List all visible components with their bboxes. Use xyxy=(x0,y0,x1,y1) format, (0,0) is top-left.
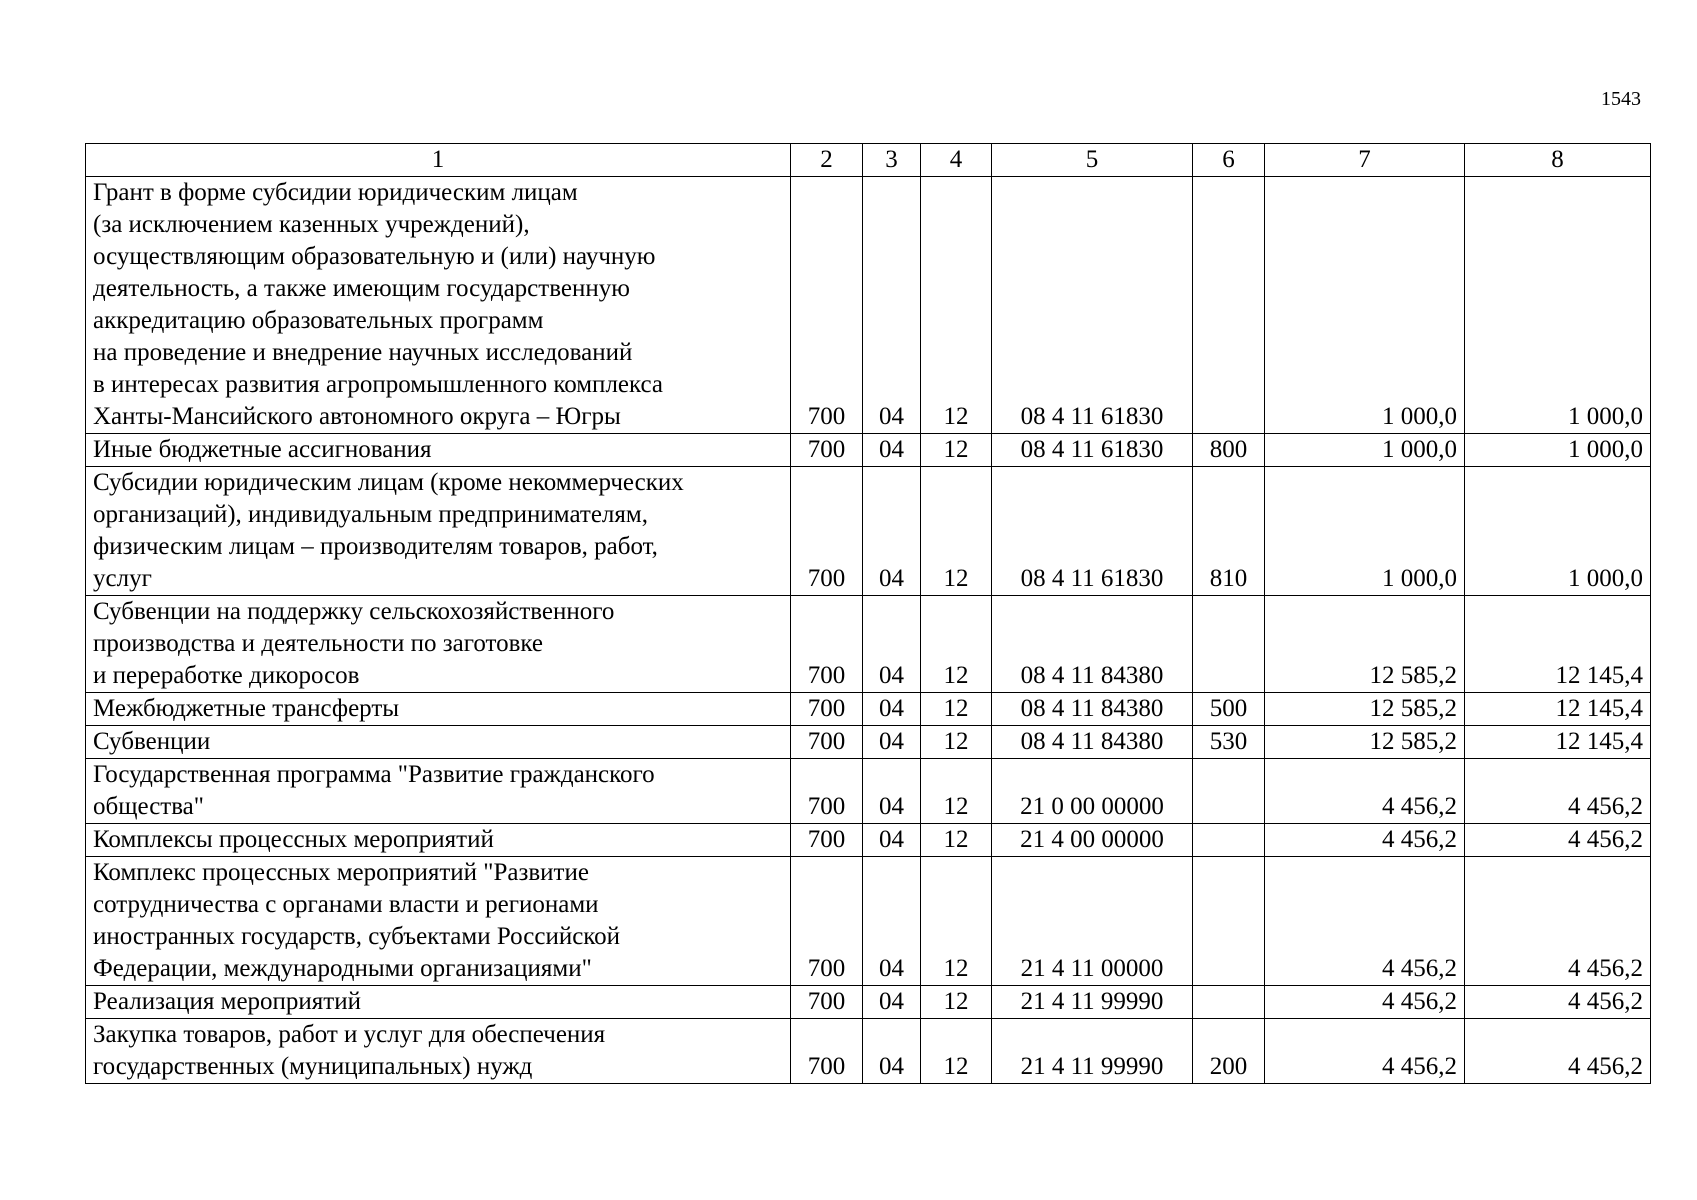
row-name-line: сотрудничества с органами власти и регионами xyxy=(93,891,599,918)
subsection-code-cell: 12 xyxy=(921,434,992,467)
row-name-line: осуществляющим образовательную и (или) научную xyxy=(93,243,656,270)
ministry-code-cell: 700 xyxy=(791,467,863,596)
ministry-code-cell: 700 xyxy=(791,1019,863,1084)
row-name-line: Межбюджетные трансферты xyxy=(93,695,400,722)
row-name-cell xyxy=(86,824,791,857)
table-row xyxy=(86,857,1651,986)
column-header: 1 xyxy=(86,144,791,177)
expense-type-cell xyxy=(1193,596,1265,693)
row-name-cell xyxy=(86,986,791,1019)
expense-type-cell xyxy=(1193,177,1265,434)
row-name-line: деятельность, а также имеющим государственную xyxy=(93,275,630,302)
amount-year1-cell: 12 585,2 xyxy=(1265,726,1465,759)
amount-year2-cell: 1 000,0 xyxy=(1465,467,1651,596)
section-code-cell: 04 xyxy=(863,1019,921,1084)
subsection-code-cell: 12 xyxy=(921,177,992,434)
table-row xyxy=(86,759,1651,824)
amount-year2-cell: 12 145,4 xyxy=(1465,693,1651,726)
section-code-cell: 04 xyxy=(863,759,921,824)
target-article-cell: 08 4 11 61830 xyxy=(992,467,1193,596)
expense-type-cell: 200 xyxy=(1193,1019,1265,1084)
section-code-cell: 04 xyxy=(863,824,921,857)
target-article-cell: 21 4 11 99990 xyxy=(992,986,1193,1019)
column-header: 6 xyxy=(1193,144,1265,177)
expense-type-cell: 530 xyxy=(1193,726,1265,759)
amount-year2-cell: 12 145,4 xyxy=(1465,596,1651,693)
ministry-code-cell: 700 xyxy=(791,177,863,434)
row-name-line: иностранных государств, субъектами Российской xyxy=(93,923,621,950)
column-header: 4 xyxy=(921,144,992,177)
column-header: 5 xyxy=(992,144,1193,177)
amount-year2-cell: 4 456,2 xyxy=(1465,986,1651,1019)
amount-year2-cell: 1 000,0 xyxy=(1465,177,1651,434)
target-article-cell: 08 4 11 84380 xyxy=(992,693,1193,726)
ministry-code-cell: 700 xyxy=(791,986,863,1019)
subsection-code-cell: 12 xyxy=(921,986,992,1019)
row-name-cell xyxy=(86,596,791,693)
amount-year2-cell: 4 456,2 xyxy=(1465,759,1651,824)
subsection-code-cell: 12 xyxy=(921,857,992,986)
expense-type-cell: 500 xyxy=(1193,693,1265,726)
row-name-cell xyxy=(86,177,791,434)
table-row xyxy=(86,986,1651,1019)
subsection-code-cell: 12 xyxy=(921,1019,992,1084)
amount-year1-cell: 4 456,2 xyxy=(1265,986,1465,1019)
amount-year2-cell: 4 456,2 xyxy=(1465,824,1651,857)
table-row xyxy=(86,1019,1651,1084)
amount-year1-cell: 4 456,2 xyxy=(1265,824,1465,857)
table-row xyxy=(86,726,1651,759)
header-row xyxy=(86,144,1651,177)
row-name-line: Государственная программа "Развитие гражданского xyxy=(93,761,655,788)
row-name-line: государственных (муниципальных) нужд xyxy=(93,1053,533,1080)
amount-year2-cell: 4 456,2 xyxy=(1465,1019,1651,1084)
section-code-cell: 04 xyxy=(863,467,921,596)
ministry-code-cell: 700 xyxy=(791,759,863,824)
subsection-code-cell: 12 xyxy=(921,693,992,726)
ministry-code-cell: 700 xyxy=(791,434,863,467)
amount-year1-cell: 12 585,2 xyxy=(1265,596,1465,693)
row-name-cell xyxy=(86,693,791,726)
row-name-line: Федерации, международными организациями" xyxy=(93,955,592,982)
subsection-code-cell: 12 xyxy=(921,596,992,693)
row-name-cell xyxy=(86,467,791,596)
row-name-line: и переработке дикоросов xyxy=(93,662,360,689)
row-name-line: Комплекс процессных мероприятий "Развитие xyxy=(93,859,589,886)
row-name-cell xyxy=(86,434,791,467)
amount-year2-cell: 12 145,4 xyxy=(1465,726,1651,759)
row-name-line: Реализация мероприятий xyxy=(93,988,361,1015)
table-row xyxy=(86,693,1651,726)
row-name-line: Субвенции xyxy=(93,728,211,755)
table-body xyxy=(86,177,1651,1084)
subsection-code-cell: 12 xyxy=(921,467,992,596)
row-name-line: (за исключением казенных учреждений), xyxy=(93,211,530,238)
section-code-cell: 04 xyxy=(863,596,921,693)
page-number: 1543 xyxy=(1601,88,1641,110)
expense-type-cell: 810 xyxy=(1193,467,1265,596)
subsection-code-cell: 12 xyxy=(921,726,992,759)
amount-year2-cell: 1 000,0 xyxy=(1465,434,1651,467)
target-article-cell: 21 4 11 99990 xyxy=(992,1019,1193,1084)
column-header: 8 xyxy=(1465,144,1651,177)
target-article-cell: 08 4 11 61830 xyxy=(992,177,1193,434)
amount-year1-cell: 12 585,2 xyxy=(1265,693,1465,726)
table-row xyxy=(86,824,1651,857)
amount-year1-cell: 1 000,0 xyxy=(1265,434,1465,467)
amount-year1-cell: 4 456,2 xyxy=(1265,759,1465,824)
row-name-line: Субвенции на поддержку сельскохозяйственного xyxy=(93,598,615,625)
table-row xyxy=(86,467,1651,596)
target-article-cell: 21 4 00 00000 xyxy=(992,824,1193,857)
column-header: 3 xyxy=(863,144,921,177)
amount-year1-cell: 1 000,0 xyxy=(1265,467,1465,596)
section-code-cell: 04 xyxy=(863,986,921,1019)
row-name-line: Иные бюджетные ассигнования xyxy=(93,436,432,463)
budget-table xyxy=(85,143,1651,1084)
expense-type-cell xyxy=(1193,824,1265,857)
row-name-line: Закупка товаров, работ и услуг для обеспечения xyxy=(93,1021,606,1048)
ministry-code-cell: 700 xyxy=(791,596,863,693)
row-name-cell xyxy=(86,726,791,759)
section-code-cell: 04 xyxy=(863,726,921,759)
ministry-code-cell: 700 xyxy=(791,726,863,759)
table-row xyxy=(86,434,1651,467)
row-name-line: аккредитацию образовательных программ xyxy=(93,307,544,334)
target-article-cell: 21 0 00 00000 xyxy=(992,759,1193,824)
row-name-line: в интересах развития агропромышленного комплекса xyxy=(93,371,664,398)
column-header: 7 xyxy=(1265,144,1465,177)
ministry-code-cell: 700 xyxy=(791,824,863,857)
expense-type-cell xyxy=(1193,986,1265,1019)
target-article-cell: 08 4 11 84380 xyxy=(992,596,1193,693)
ministry-code-cell: 700 xyxy=(791,857,863,986)
section-code-cell: 04 xyxy=(863,693,921,726)
section-code-cell: 04 xyxy=(863,177,921,434)
row-name-line: Субсидии юридическим лицам (кроме некоммерческих xyxy=(93,469,684,496)
subsection-code-cell: 12 xyxy=(921,824,992,857)
row-name-line: на проведение и внедрение научных исследований xyxy=(93,339,633,366)
expense-type-cell xyxy=(1193,759,1265,824)
row-name-line: физическим лицам – производителям товаров, работ, xyxy=(93,533,658,560)
amount-year1-cell: 4 456,2 xyxy=(1265,1019,1465,1084)
table-row xyxy=(86,177,1651,434)
row-name-line: общества" xyxy=(93,793,204,820)
subsection-code-cell: 12 xyxy=(921,759,992,824)
amount-year1-cell: 1 000,0 xyxy=(1265,177,1465,434)
target-article-cell: 08 4 11 84380 xyxy=(992,726,1193,759)
row-name-cell xyxy=(86,857,791,986)
amount-year1-cell: 4 456,2 xyxy=(1265,857,1465,986)
ministry-code-cell: 700 xyxy=(791,693,863,726)
row-name-line: организаций), индивидуальным предпринимателям, xyxy=(93,501,648,528)
row-name-cell xyxy=(86,759,791,824)
row-name-line: производства и деятельности по заготовке xyxy=(93,630,544,657)
table-row xyxy=(86,596,1651,693)
row-name-line: Комплексы процессных мероприятий xyxy=(93,826,494,853)
row-name-cell xyxy=(86,1019,791,1084)
target-article-cell: 08 4 11 61830 xyxy=(992,434,1193,467)
section-code-cell: 04 xyxy=(863,434,921,467)
row-name-line: Ханты-Мансийского автономного округа – Югры xyxy=(93,403,621,430)
expense-type-cell: 800 xyxy=(1193,434,1265,467)
row-name-line: услуг xyxy=(93,565,152,592)
column-header: 2 xyxy=(791,144,863,177)
target-article-cell: 21 4 11 00000 xyxy=(992,857,1193,986)
row-name-line: Грант в форме субсидии юридическим лицам xyxy=(93,179,578,206)
amount-year2-cell: 4 456,2 xyxy=(1465,857,1651,986)
expense-type-cell xyxy=(1193,857,1265,986)
section-code-cell: 04 xyxy=(863,857,921,986)
